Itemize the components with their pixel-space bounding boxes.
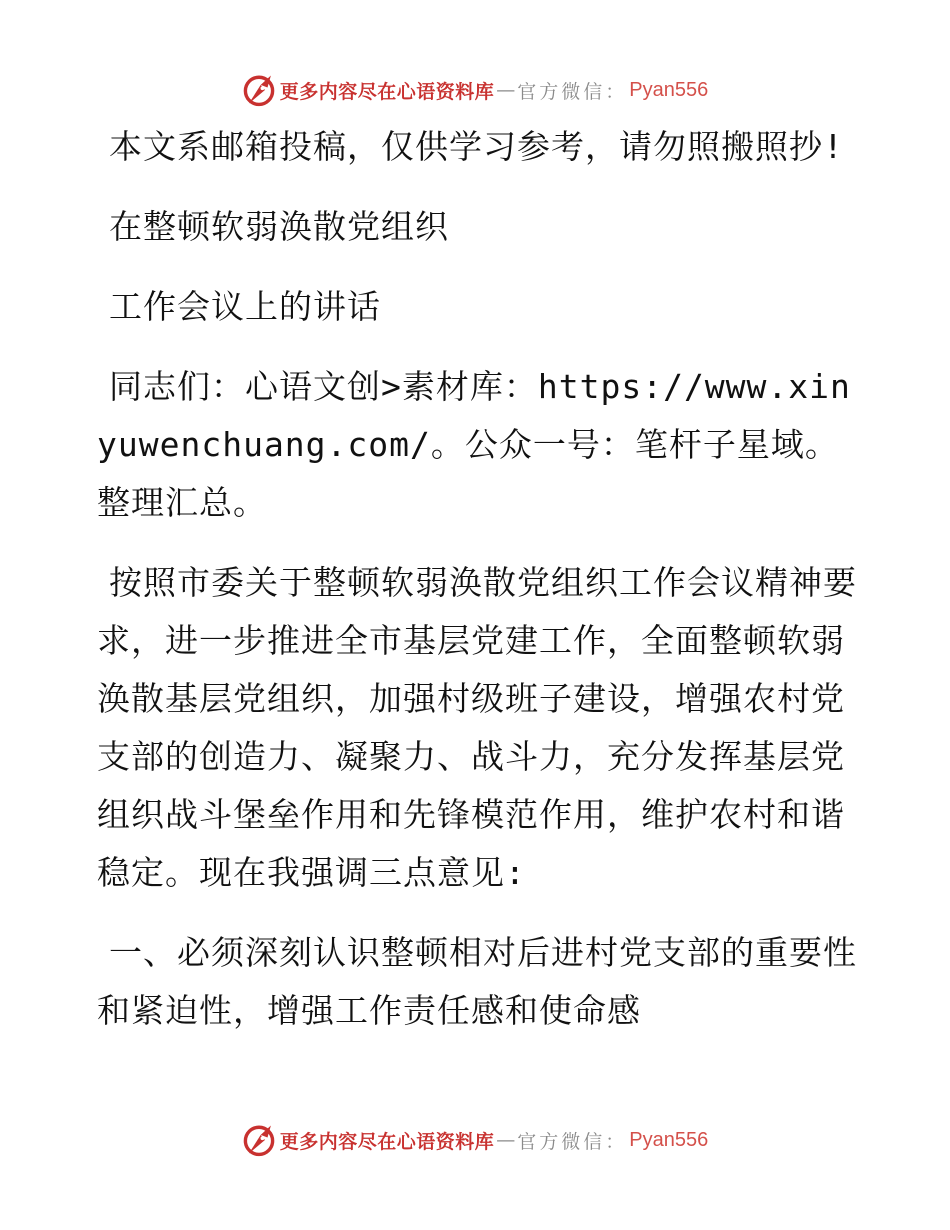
quill-logo-icon — [242, 1123, 276, 1157]
watermark-text: 更多内容尽在心语资料库 — [279, 80, 495, 103]
paragraph-1: 按照市委关于整顿软弱涣散党组织工作会议精神要求，进一步推进全市基层党建工作，全面整顿软弱涣散基层党组织，加强村级班子建设，增强农村党支部的创造力、凝聚力、战斗力，充分发挥基层党组织战斗堡垒作用和先锋模范作用，维护农村和谐稳定。现在我强调三点意见: — [97, 563, 857, 892]
watermark-dash: — — [496, 79, 516, 101]
section-heading-1: 一、必须深刻认识整顿相对后进村党支部的重要性和紧迫性，增强工作责任感和使命感 — [97, 933, 857, 1030]
title-line-1: 在整顿软弱涣散党组织 — [109, 207, 449, 246]
watermark-text: 更多内容尽在心语资料库 — [279, 1130, 495, 1153]
watermark-header — [0, 70, 950, 110]
title-line-2: 工作会议上的讲话 — [109, 287, 381, 326]
watermark-wechat-id: Pyan556 — [629, 78, 709, 101]
watermark-footer — [0, 1120, 950, 1160]
greeting: 同志们：心语文创>素材库：https://www.xinyuwenchuang.com/。公众一号：笔杆子星域。整理汇总。 — [97, 367, 851, 522]
disclaimer: 本文系邮箱投稿，仅供学习参考，请勿照搬照抄! — [109, 127, 844, 166]
document-body — [97, 118, 857, 1062]
watermark-official-label: 官方微信： — [517, 1130, 628, 1153]
watermark-wechat-id: Pyan556 — [629, 1128, 709, 1151]
watermark-official-label: 官方微信： — [517, 80, 628, 103]
quill-logo-icon — [242, 73, 276, 107]
watermark-dash: — — [496, 1129, 516, 1151]
